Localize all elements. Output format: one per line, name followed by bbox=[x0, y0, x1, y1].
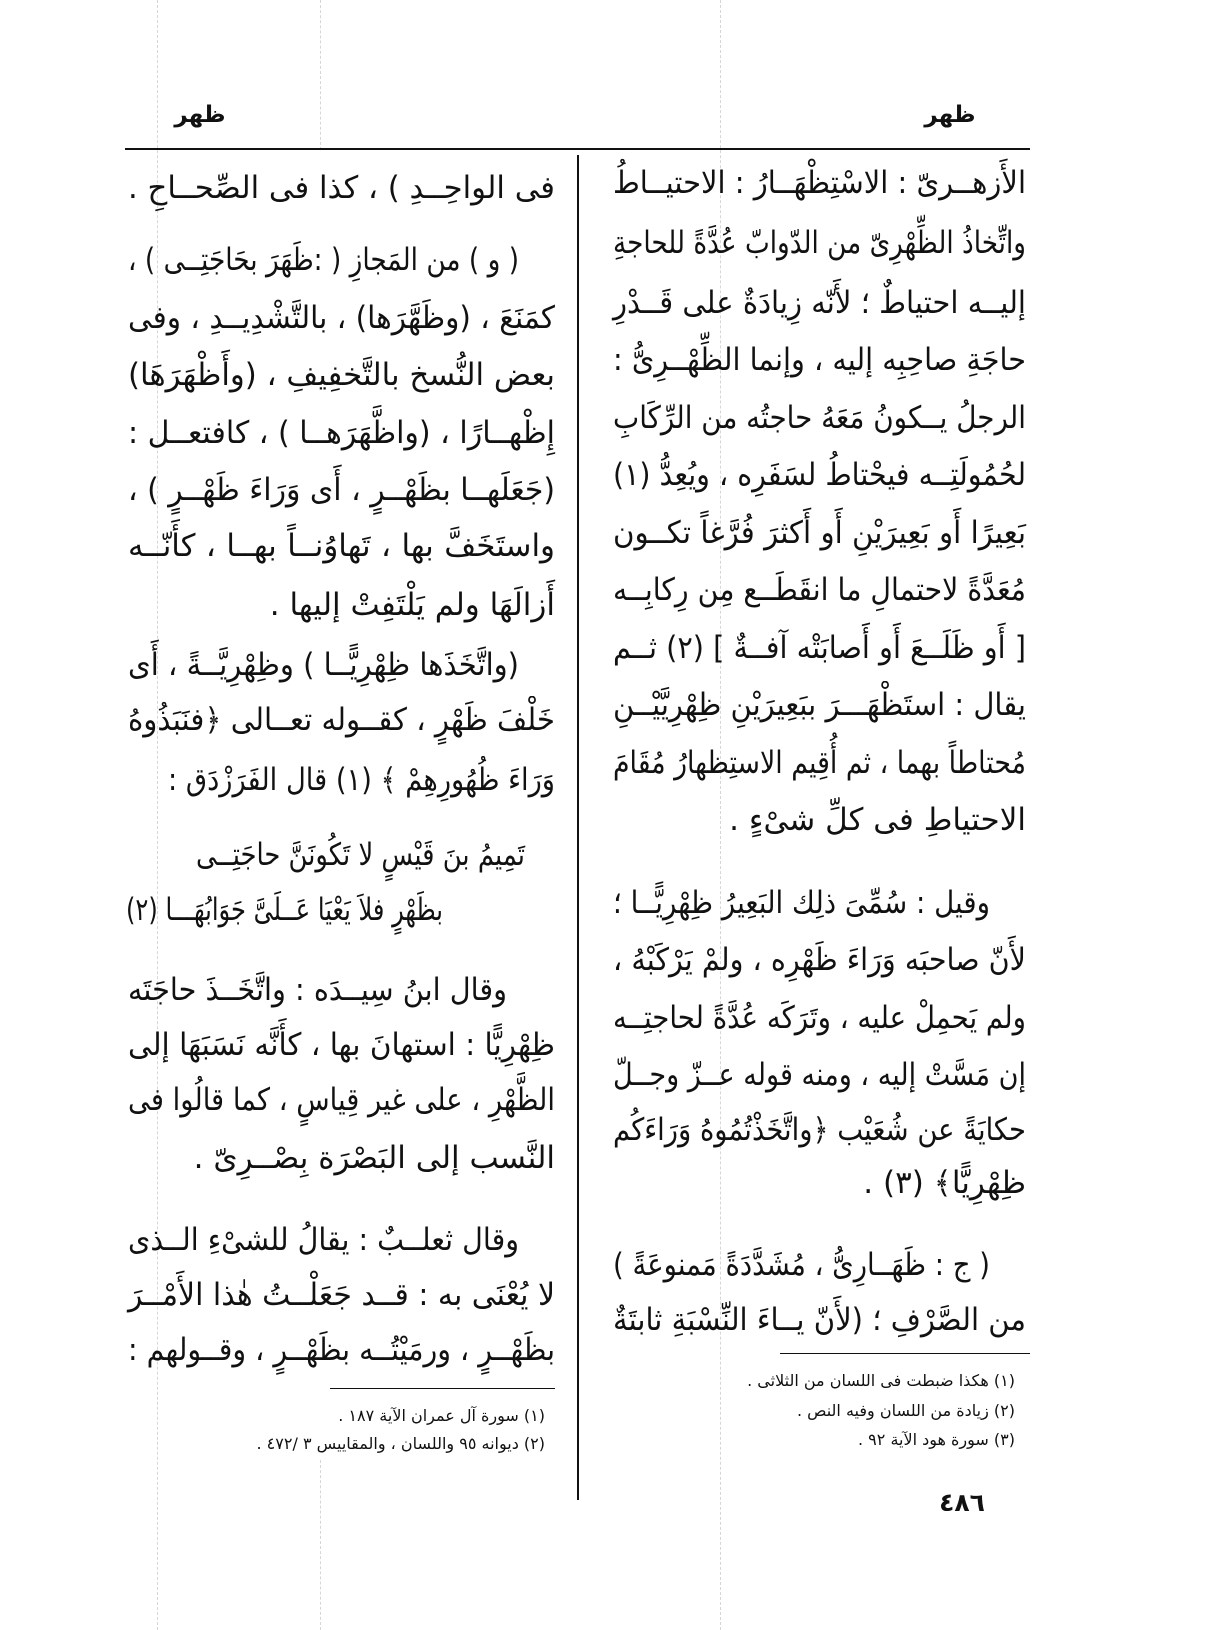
text-line: واستَخَفَّ بها ، تَهاوُنــاً بهــا ، كأَنّــه bbox=[127, 528, 555, 564]
text-line: كمَنَعَ ، (وظَهَّرَها) ، بالتَّشْدِيــدِ ، وفى bbox=[128, 300, 555, 336]
column-divider bbox=[577, 155, 579, 1500]
footnote-rule bbox=[330, 1388, 555, 1389]
text-line: إن مَسَّتْ إليه ، ومنه قوله عــزّ وجــلّ bbox=[612, 1057, 1026, 1093]
text-line: يقال : استَظْهَـــرَ ببَعِيرَيْنِ ظِهْرِيَّيْــنِ bbox=[613, 687, 1026, 723]
verse-line-first-hemistich: تَمِيمُ بنَ قَيْسٍ لا تَكُونَنَّ حاجَتِــى bbox=[196, 837, 525, 873]
running-head-right: ظهر bbox=[924, 102, 976, 128]
text-line: ظِهْرِيًّا : استهانَ بها ، كأَنَّه نَسَبَهَا إلى bbox=[128, 1027, 555, 1063]
text-line: [ أَو ظَلَــعَ أَو أَصابَتْه آفــةٌ ] (٢) ثــم bbox=[613, 630, 1026, 666]
text-line: بظَهْــرٍ ، ورمَيْتُــه بظَهْــرٍ ، وقــولهم : bbox=[128, 1332, 555, 1368]
page-number: ٤٨٦ bbox=[939, 1488, 985, 1517]
paragraph-first-line: (واتَّخَذَها ظِهْرِيًّــا ) وظِهْرِيَّــةً ، أَى bbox=[127, 647, 520, 683]
text-line: مُعَدَّةً لاحتمالِ ما انقَطَــع مِن رِكابِــه bbox=[613, 572, 1026, 608]
verse-line-second-hemistich: بظَهْرٍ فلاَ يَعْيَا عَــلَىَّ جَوَابُهَـــا (٢) bbox=[126, 892, 443, 928]
paragraph-first-line: وقيل : سُمِّىَ ذلِك البَعِيرُ ظِهْرِيًّــا ؛ bbox=[613, 885, 990, 921]
text-line: من الصَّرْفِ ؛ (لأَنّ يــاءَ النِّسْبَةِ ثابتَةٌ bbox=[613, 1302, 1026, 1338]
footnote-rule bbox=[780, 1353, 1030, 1354]
paragraph-end-line: النَّسب إلى البَصْرَة بِصْــرِىّ . bbox=[193, 1140, 555, 1176]
paragraph-first-line: وقال ثعلــبٌ : يقالُ للشىْءِ الــذى bbox=[128, 1222, 519, 1258]
paragraph-first-line: ( ج : ظَهَــارِىُّ ، مُشَدَّدَةً مَمنوعَةً ) bbox=[612, 1247, 990, 1283]
text-line: فى الواحِــدِ ) ، كذا فى الصِّحــاحِ . bbox=[127, 170, 555, 206]
text-line: لأَنّ صاحبَه وَرَاءَ ظَهْرِه ، ولمْ يَرْكَبْهُ ، bbox=[613, 942, 1026, 978]
text-line: مُحتاطاً بهما ، ثم أُقِيم الاستِظهارُ مُقَامَ bbox=[612, 745, 1026, 781]
text-line: خَلْفَ ظَهْرٍ ، كقــوله تعــالى ﴿فنَبَذُوهُ bbox=[127, 702, 556, 738]
scan-artifact-line bbox=[320, 1460, 321, 1630]
footnote: (٢) زيادة من اللسان وفيه النص . bbox=[796, 1401, 1015, 1420]
paragraph-end-line: ظِهْرِيًّا﴾ (٣) . bbox=[863, 1165, 1026, 1201]
text-line: واتِّخاذُ الظِّهْرِىّ من الدّوابّ عُدَّةً للحاجةِ bbox=[612, 225, 1026, 261]
text-line: الظَّهْرِ ، على غير قِياسٍ ، كما قالُوا فى bbox=[128, 1082, 556, 1118]
text-line: وَرَاءَ ظُهُورِهِمْ ﴾ (١) قال الفَرَزْدَق : bbox=[168, 762, 555, 798]
paragraph-end-line: أَزالَهَا ولم يَلْتَفِتْ إليها . bbox=[269, 587, 555, 623]
text-line: بَعِيرًا أَو بَعِيرَيْنِ أَو أَكثرَ فُرَّغاً تكــون bbox=[612, 515, 1026, 551]
text-line: الأَزهــرىّ : الاسْتِظْهَــارُ : الاحتيــاطُ bbox=[612, 165, 1026, 201]
header-rule bbox=[125, 148, 1030, 150]
scan-artifact-line bbox=[320, 0, 321, 150]
text-line: إليــه احتياطٌ ؛ لأَنّه زِيادَةٌ على قَــدْرِ bbox=[613, 285, 1026, 321]
footnote: (١) هكذا ضبطت فى اللسان من الثلاثى . bbox=[747, 1371, 1015, 1390]
text-line: لا يُعْنَى به : قــد جَعَلْــتُ هٰذا الأَمْــرَ bbox=[127, 1277, 555, 1313]
text-line: إِظْهــارًا ، (واظَّهَرَهــا ) ، كافتعــل : bbox=[127, 415, 555, 451]
paragraph-end-line: الاحتياطِ فى كلِّ شىْءٍ . bbox=[729, 802, 1026, 838]
text-line: (جَعَلَهــا بظَهْــرٍ ، أَى وَرَاءَ ظَهْــرٍ ) ، bbox=[128, 472, 555, 508]
footnote: (٢) ديوانه ٩٥ واللسان ، والمقاييس ٣ /٤٧٢ . bbox=[256, 1434, 545, 1453]
text-line: ولم يَحمِلْ عليه ، وتَرَكَه عُدَّةً لحاجتِــه bbox=[613, 1000, 1026, 1036]
footnote: (٣) سورة هود الآية ٩٢ . bbox=[858, 1430, 1015, 1449]
text-line: لحُمُولَتِــه فيحْتاطُ لسَفَرِه ، ويُعِدُّ (١) bbox=[612, 457, 1026, 493]
text-line: الرجلُ يــكونُ مَعَهُ حاجتُه من الرِّكَابِ bbox=[613, 400, 1026, 436]
text-line: بعض النُّسخ بالتَّخفِيفِ ، (وأَظْهَرَهَا) bbox=[128, 357, 556, 393]
text-line: حاجَةِ صاحِبِه إليه ، وإنما الظِّهْــرِىُّ : bbox=[613, 342, 1026, 378]
paragraph-first-line: ( و ) من المَجازِ ( :ظَهَرَ بحَاجَتِــى ) ، bbox=[128, 242, 520, 278]
paragraph-first-line: وقال ابنُ سِيــدَه : واتَّخَــذَ حاجَتَه bbox=[127, 972, 507, 1008]
footnote: (١) سورة آل عمران الآية ١٨٧ . bbox=[338, 1406, 545, 1425]
text-line: حكايَةً عن شُعَيْب ﴿واتَّخَذْتُمُوهُ وَرَاءَكُم bbox=[612, 1112, 1026, 1148]
running-head-left: ظهر bbox=[174, 102, 226, 128]
